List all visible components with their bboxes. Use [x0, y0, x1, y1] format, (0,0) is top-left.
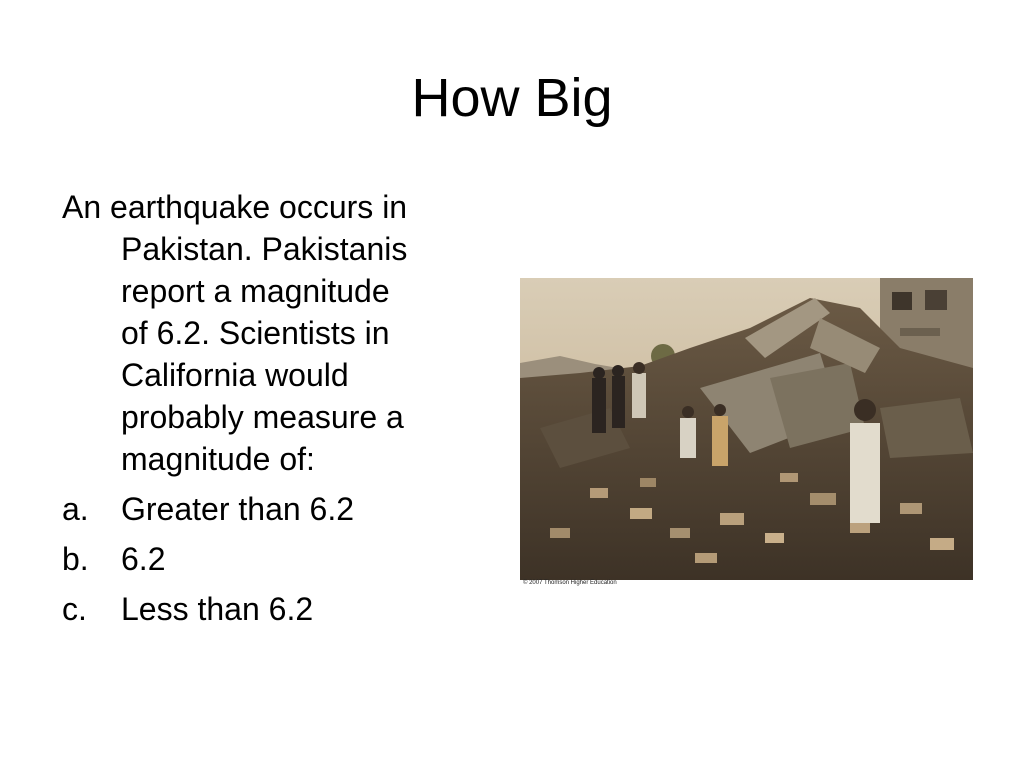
answer-option-b: [62, 538, 502, 580]
photo-credit: © 2007 Thomson Higher Education: [523, 580, 617, 586]
option-letter: c.: [62, 591, 87, 627]
question-line: magnitude of:: [121, 441, 315, 477]
question-line: An earthquake occurs in: [62, 189, 408, 225]
question-line: report a magnitude: [121, 273, 390, 309]
option-text: Greater than 6.2: [121, 491, 355, 527]
question-line: Pakistan. Pakistanis: [121, 231, 408, 267]
option-letter: b.: [62, 541, 89, 577]
option-letter: a.: [62, 491, 89, 527]
question-line: of 6.2. Scientists in: [121, 315, 390, 351]
question-line: California would: [121, 357, 349, 393]
slide-body: [62, 186, 502, 638]
answer-option-c: [62, 588, 502, 630]
question-text: [62, 186, 502, 480]
earthquake-rubble-photo: [520, 278, 973, 580]
slide-title: How Big: [411, 68, 613, 128]
option-text: Less than 6.2: [121, 591, 314, 627]
question-line: probably measure a: [121, 399, 404, 435]
answer-option-a: [62, 488, 502, 530]
option-text: 6.2: [121, 541, 166, 577]
